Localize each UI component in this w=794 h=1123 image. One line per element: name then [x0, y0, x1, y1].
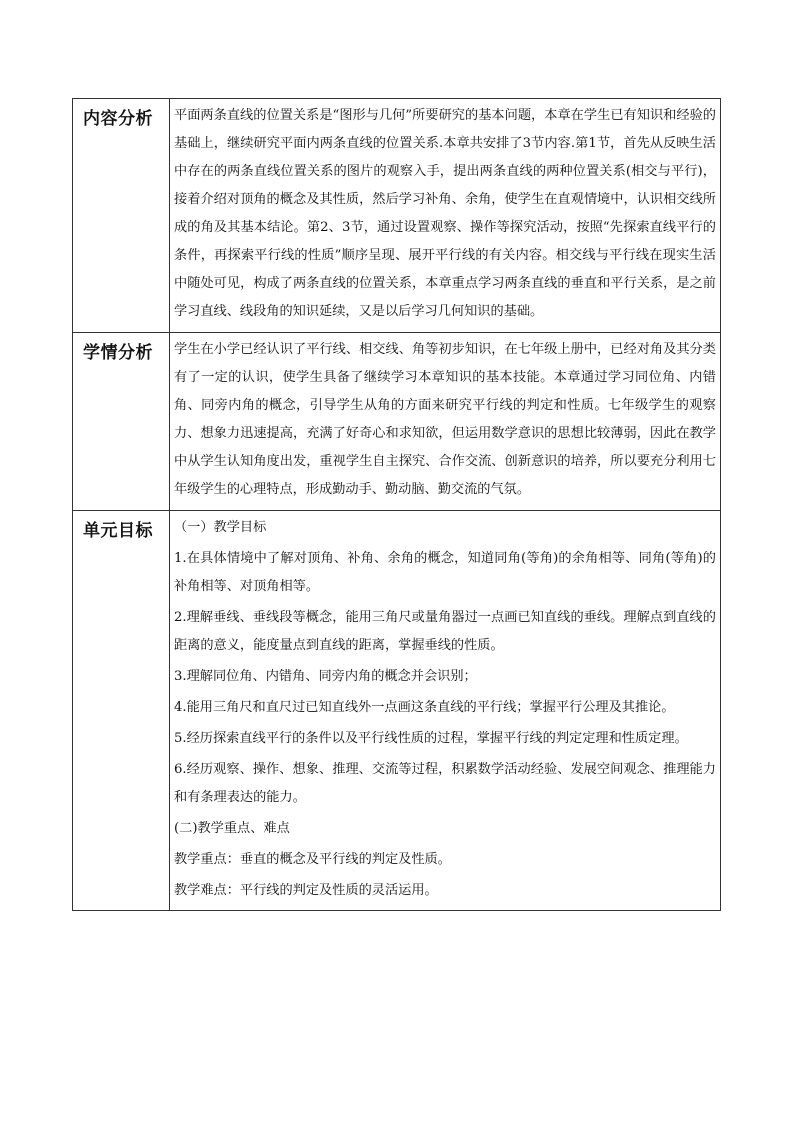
content-cell	[170, 333, 721, 511]
lesson-analysis-table	[72, 98, 721, 911]
row-label-content-analysis: 内容分析	[83, 109, 153, 129]
goal-item-5: 5.经历探索直线平行的条件以及平行线性质的过程，掌握平行线的判定定理和性质定理。	[174, 731, 688, 746]
row-label-unit-goals: 单元目标	[83, 521, 153, 541]
student-analysis-text: 学生在小学已经认识了平行线、相交线、角等初步知识，在七年级上册中，已经对角及其分类有了一定的认识，使学生具备了继续学习本章知识的基本技能。本章通过学习同位角、内错角、同旁内角的概念，引导学生从角的方面来研究平行线的判定和性质。七年级学生的观察力、想象力迅速提高，充满了好奇心和求知欲，但运用数学意识的思想比较薄弱，因此在教学中从学生认知角度出发，重视学生自主探究、合作交流、创新意识的培养，所以要充分利用七年级学生的心理特点，形成勤动手、勤动脑、勤交流的气氛。	[174, 342, 716, 497]
table-row-unit-goals	[73, 511, 721, 911]
label-cell	[73, 99, 170, 333]
goals-heading-key-points: (二)教学重点、难点	[174, 821, 290, 836]
difficult-point-text: 教学难点：平行线的判定及性质的灵活运用。	[174, 883, 438, 898]
goal-item-2: 2.理解垂线、垂线段等概念，能用三角尺或量角器过一点画已知直线的垂线。理解点到直线的距离的意义，能度量点到直线的距离，掌握垂线的性质。	[174, 610, 716, 653]
goal-item-4: 4.能用三角尺和直尺过已知直线外一点画这条直线的平行线；掌握平行公理及其推论。	[174, 700, 675, 715]
goals-heading-objectives: （一）教学目标	[174, 520, 267, 535]
goal-item-6: 6.经历观察、操作、想象、推理、交流等过程，积累数学活动经验、发展空间观念、推理能力和有条理表达的能力。	[174, 762, 716, 805]
content-analysis-text: 平面两条直线的位置关系是“图形与几何”所要研究的基本问题，本章在学生已有知识和经验的基础上，继续研究平面内两条直线的位置关系.本章共安排了3节内容.第1节，首先从反映生活中存在的两条直线位置关系的图片的观察入手，提出两条直线的两种位置关系(相交与平行)，接着介绍对顶角的概念及其性质，然后学习补角、余角，使学生在直观情境中，认识相交线所成的角及其基本结论。第2、3节，通过设置观察、操作等探究活动，按照“先探索直线平行的条件，再探索平行线的性质”顺序呈现、展开平行线的有关内容。相交线与平行线在现实生活中随处可见，构成了两条直线的位置关系，本章重点学习两条直线的垂直和平行关系，是之前学习直线、线段角的知识延续，又是以后学习几何知识的基础。	[174, 108, 716, 319]
goal-item-3: 3.理解同位角、内错角、同旁内角的概念并会识别；	[174, 669, 477, 684]
table-row-student-analysis	[73, 333, 721, 511]
content-cell	[170, 99, 721, 333]
content-cell	[170, 511, 721, 911]
label-cell	[73, 511, 170, 911]
goal-item-1: 1.在具体情境中了解对顶角、补角、余角的概念，知道同角(等角)的余角相等、同角(等角)的补角相等、对顶角相等。	[174, 551, 716, 594]
row-label-student-analysis: 学情分析	[83, 343, 153, 363]
key-point-text: 教学重点：垂直的概念及平行线的判定及性质。	[174, 852, 451, 867]
label-cell	[73, 333, 170, 511]
table-row-content-analysis	[73, 99, 721, 333]
